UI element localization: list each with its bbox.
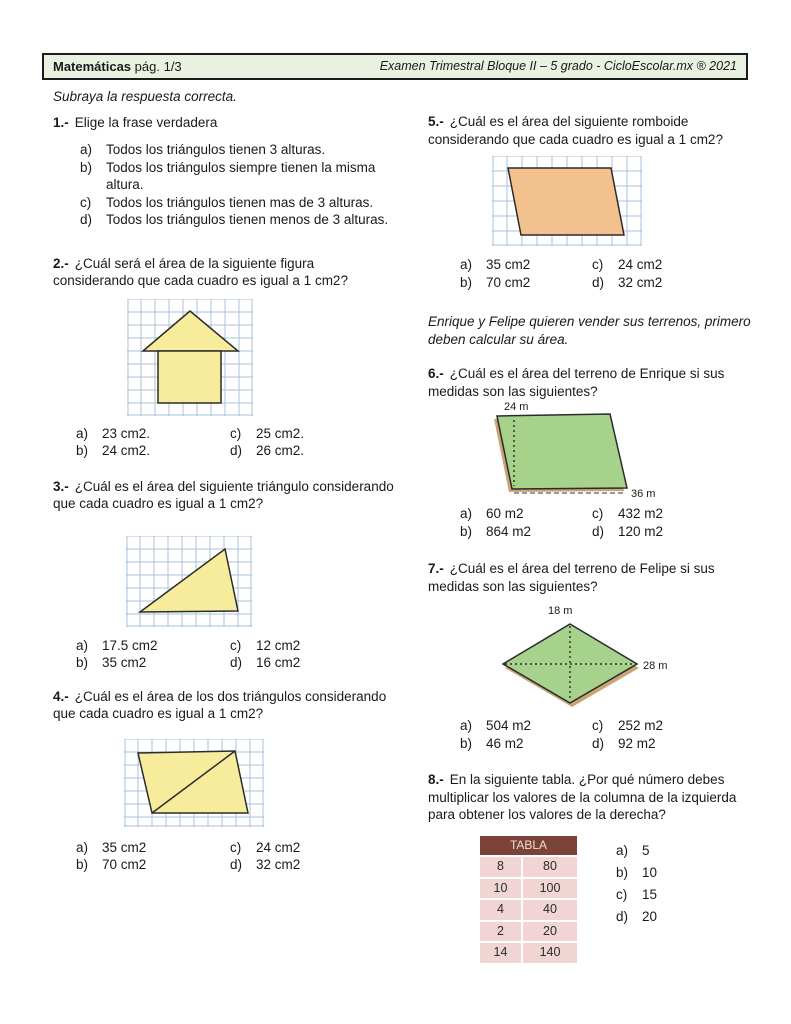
question-4-number: 4.- [53,688,69,704]
page-title: Matemáticas [53,58,132,74]
question-1 [53,114,398,229]
romboide-figure-grid [492,156,642,246]
option-a: a) 35 cm2 [460,257,531,272]
two-triangles-figure-grid [124,739,264,827]
question-5 [428,113,760,256]
question-3-number: 3.- [53,478,69,494]
page-number: pág. 1/3 [134,58,182,74]
question-7-number: 7.- [428,561,444,576]
triangle-figure-grid [126,536,252,627]
option-c: c) 12 cm2 [230,637,301,653]
option-c: c) 25 cm2. [230,425,305,441]
option-d: d) Todos los triángulos tienen menos de 3 alturas. [80,212,389,227]
horizontal-diagonal-label: 28 m [643,660,668,672]
question-6-options [460,505,760,540]
felipe-terrain-figure [485,601,675,709]
left-column [53,88,398,874]
option-d: d) 20 [616,908,658,924]
option-b: b) 35 cm2 [76,655,147,670]
question-5-number: 5.- [428,114,444,129]
question-8-options [616,842,657,930]
question-7-text: ¿Cuál es el área del terreno de Felipe si sus medidas son las siguientes? [428,561,715,594]
instruction-text: Subraya la respuesta correcta. [53,89,237,104]
option-b: b) 70 cm2 [460,274,531,290]
option-a: a) 35 cm2 [76,839,147,855]
option-d: d) 120 m2 [592,523,664,539]
table-row: 2 20 [480,922,577,942]
question-4-text: ¿Cuál es el área de los dos triángulos considerando que cada cuadro es igual a 1 cm2? [53,688,387,721]
option-a: a) 23 cm2. [76,425,151,441]
house-body [158,351,221,403]
question-1-options [80,141,398,229]
option-b: b) 10 [616,864,658,880]
question-8 [428,771,760,965]
header-bar [42,53,748,80]
base-label: 36 m [631,488,656,500]
question-5-text: ¿Cuál es el área del siguiente romboide considerando que cada cuadro es igual a 1 cm2? [428,114,723,147]
table-title: TABLA [480,836,577,856]
question-6 [428,365,760,540]
option-b: b) Todos los triángulos siempre tienen la misma altura. [80,159,376,192]
enrique-terrain-figure [490,400,662,500]
house-roof [143,311,238,351]
option-a: a) 504 m2 [460,718,532,733]
question-6-number: 6.- [428,366,444,381]
right-column [428,113,760,965]
question-2 [53,255,398,460]
exam-info: Examen Trimestral Bloque II – 5 grado - CicloEscolar.mx ® 2021 [379,58,737,73]
question-2-options [76,425,398,460]
option-c: c) 432 m2 [592,506,664,521]
question-8-body [428,834,760,965]
question-3 [53,478,398,672]
question-7-options [460,717,760,752]
question-3-text: ¿Cuál es el área del siguiente triángulo considerando que cada cuadro es igual a 1 cm2? [53,478,394,511]
house-figure-grid [127,299,253,416]
option-c: c) 24 cm2 [592,257,663,272]
romboide-shape [508,168,624,235]
header-left [53,58,182,76]
height-label: 24 m [504,401,529,413]
question-2-number: 2.- [53,255,69,271]
option-b: b) 46 m2 [460,735,524,751]
table-row: 8 80 [480,857,577,877]
option-d: d) 92 m2 [592,735,656,751]
option-d: d) 32 cm2 [592,274,663,290]
option-d: d) 26 cm2. [230,443,305,458]
table-row: 14 140 [480,943,577,963]
table-row: 4 40 [480,900,577,920]
question-6-text: ¿Cuál es el área del terreno de Enrique si sus medidas son las siguientes? [428,366,725,399]
option-a: a) 60 m2 [460,506,524,521]
question-4-options [76,839,398,874]
question-1-number: 1.- [53,114,69,130]
option-b: b) 864 m2 [460,523,532,539]
option-b: b) 24 cm2. [76,443,151,458]
option-a: a) Todos los triángulos tienen 3 alturas. [80,142,326,157]
option-d: d) 16 cm2 [230,655,301,670]
question-7 [428,560,760,752]
question-3-options [76,637,398,672]
multiplication-table [478,834,579,965]
triangle-shape [140,549,238,612]
option-c: c) 24 cm2 [230,839,301,855]
question-2-text: ¿Cuál será el área de la siguiente figura considerando que cada cuadro es igual a 1 cm2? [53,255,348,288]
question-4 [53,688,398,874]
option-c: c) 15 [616,886,658,902]
question-1-text: Elige la frase verdadera [74,114,218,130]
question-8-text: En la siguiente tabla. ¿Por qué número debes multiplicar los valores de la columna de la izquierda para obtener los valores de la derecha? [428,772,737,822]
question-8-number: 8.- [428,772,444,787]
vertical-diagonal-label: 18 m [548,605,573,617]
option-c: c) Todos los triángulos tienen mas de 3 alturas. [80,194,374,210]
terrain-parallelogram [497,414,627,489]
table-row: 10 100 [480,879,577,899]
intro-terrenos-text: Enrique y Felipe quieren vender sus terrenos, primero deben calcular su área. [428,314,751,347]
option-c: c) 252 m2 [592,718,664,733]
option-b: b) 70 cm2 [76,857,147,872]
question-5-options [460,256,760,291]
option-d: d) 32 cm2 [230,857,301,872]
option-a: a) 5 [616,842,650,858]
option-a: a) 17.5 cm2 [76,637,158,653]
